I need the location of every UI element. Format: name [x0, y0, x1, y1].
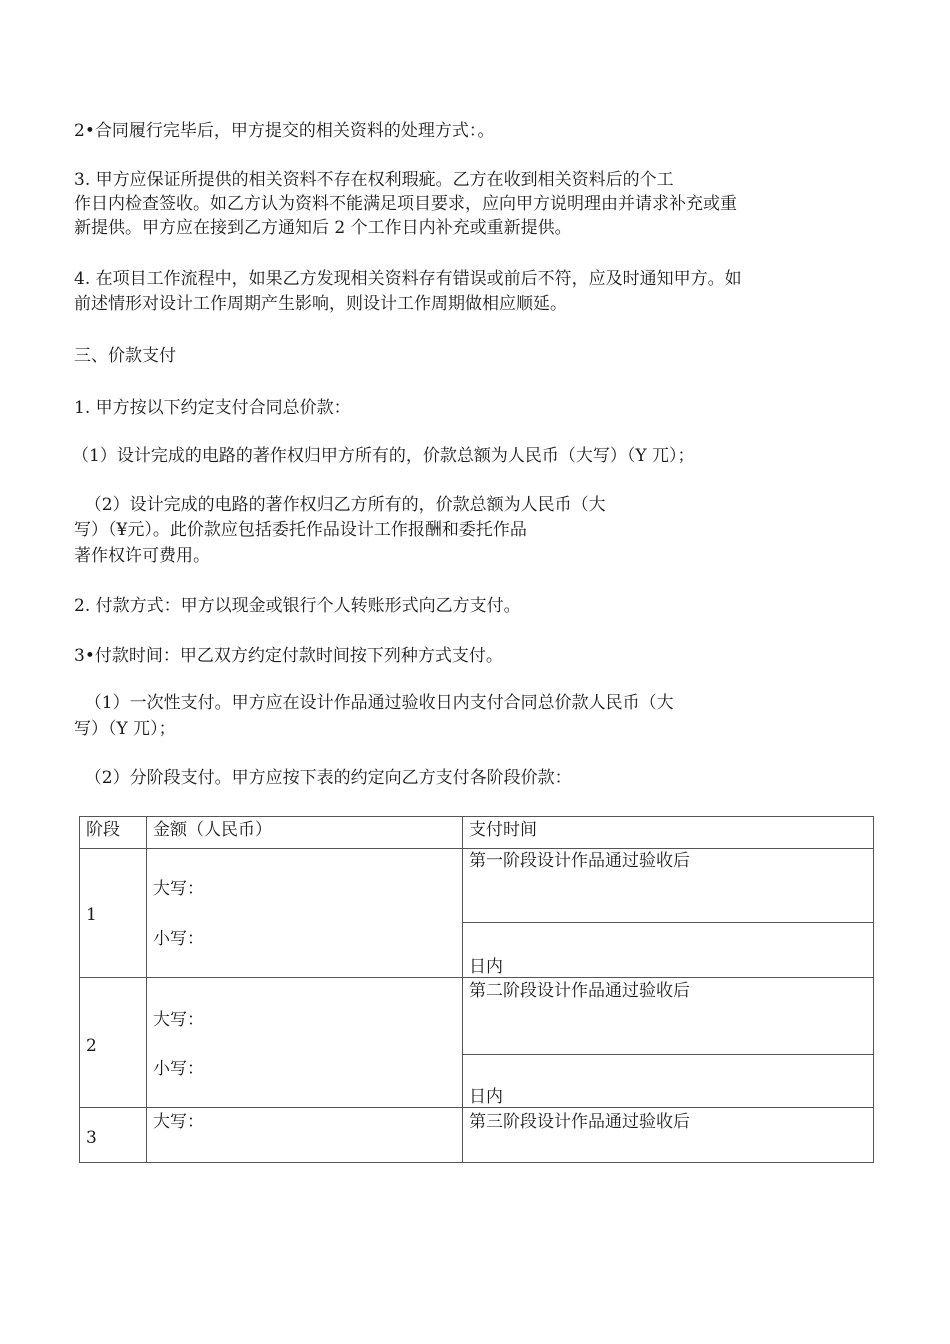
table-row-1-days-cell [462, 922, 874, 978]
row-1-lower-amount: 小写： [153, 929, 204, 949]
payment-option-2-line-2: 写）（¥元）。此价款应包括委托作品设计工作报酬和委托作品 [74, 520, 527, 540]
header-stage-label: 阶段 [86, 820, 120, 840]
clause-3-line-3: 新提供。甲方应在接到乙方通知后 2 个工作日内补充或重新提供。 [74, 218, 572, 238]
payment-method: 2. 付款方式：甲方以现金或银行个人转账形式向乙方支付。 [74, 596, 521, 616]
row-2-stage: 2 [86, 1036, 97, 1056]
table-row-2-amount-cell [146, 977, 463, 1108]
payment-time-option-2: （2）分阶段支付。甲方应按下表的约定向乙方支付各阶段价款： [74, 768, 572, 788]
row-1-upper-amount: 大写： [153, 879, 204, 899]
payment-time-option-1-line-1: （1）一次性支付。甲方应在设计作品通过验收日内支付合同总价款人民币（大 [74, 693, 674, 713]
row-1-stage: 1 [86, 905, 97, 925]
table-row-1-amount-cell [146, 848, 463, 978]
row-1-days: 日内 [469, 957, 503, 977]
row-2-days: 日内 [469, 1087, 503, 1107]
payment-clause-1: 1. 甲方按以下约定支付合同总价款： [74, 398, 351, 418]
row-3-time: 第三阶段设计作品通过验收后 [469, 1112, 690, 1132]
row-3-stage: 3 [86, 1128, 97, 1148]
row-2-lower-amount: 小写： [153, 1059, 204, 1079]
clause-4-line-1: 4. 在项目工作流程中，如果乙方发现相关资料存有错误或前后不符，应及时通知甲方。如 [74, 269, 742, 289]
clause-3-line-2: 作日内检查签收。如乙方认为资料不能满足项目要求，应向甲方说明理由并请求补充或重 [74, 194, 737, 214]
payment-option-2-line-3: 著作权许可费用。 [74, 546, 210, 566]
payment-option-1: （1）设计完成的电路的著作权归甲方所有的，价款总额为人民币（大写）（Y 兀）； [72, 446, 695, 466]
row-2-upper-amount: 大写： [153, 1010, 204, 1030]
clause-2: 2•合同履行完毕后，甲方提交的相关资料的处理方式：。 [74, 121, 495, 141]
header-time-label: 支付时间 [469, 820, 537, 840]
clause-4-line-2: 前述情形对设计工作周期产生影响，则设计工作周期做相应顺延。 [74, 294, 567, 314]
header-amount-label: 金额（人民币） [153, 820, 272, 840]
row-3-upper-amount: 大写： [153, 1112, 204, 1132]
payment-time: 3•付款时间：甲乙双方约定付款时间按下列种方式支付。 [74, 646, 503, 666]
row-1-time: 第一阶段设计作品通过验收后 [469, 851, 690, 871]
payment-time-option-1-line-2: 写）（Y 兀）； [74, 719, 176, 739]
row-2-time: 第二阶段设计作品通过验收后 [469, 981, 690, 1001]
section-heading: 三、价款支付 [74, 346, 176, 366]
table-row-2-days-cell [462, 1054, 874, 1108]
clause-3-line-1: 3. 甲方应保证所提供的相关资料不存在权利瑕疵。乙方在收到相关资料后的个工 [74, 170, 674, 190]
payment-option-2-line-1: （2）设计完成的电路的著作权归乙方所有的，价款总额为人民币（大 [74, 495, 606, 515]
